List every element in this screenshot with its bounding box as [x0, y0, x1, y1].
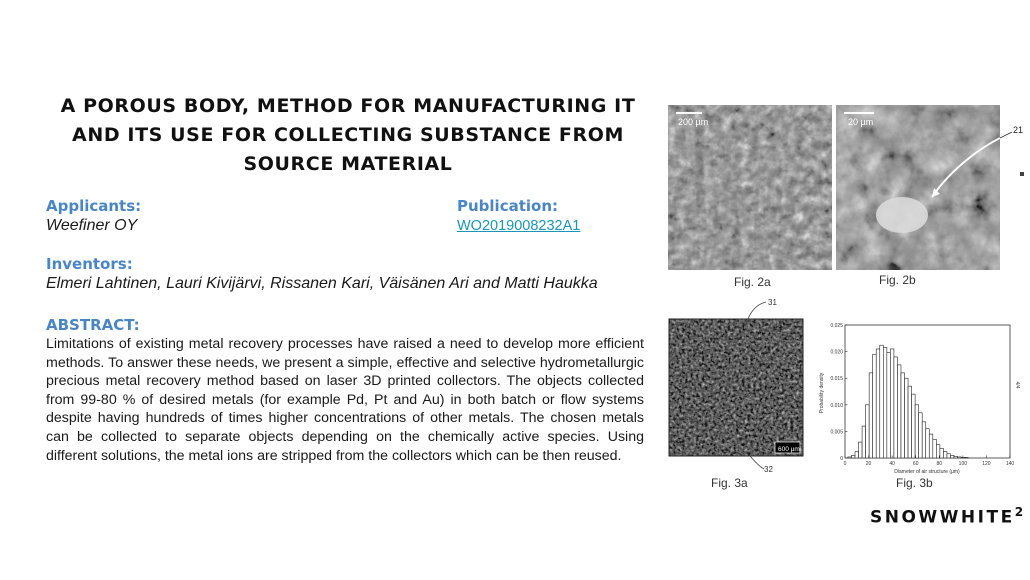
histogram-bar: [869, 373, 873, 458]
snowwhite-logo: [870, 505, 1023, 528]
histogram-bar: [897, 365, 901, 458]
abstract-label: ABSTRACT:: [46, 316, 140, 334]
fig-2a-scale-label: 200 µm: [678, 117, 709, 127]
histogram-bar: [876, 349, 880, 458]
x-tick-label: 40: [889, 461, 895, 467]
fig-3b-caption: Fig. 3b: [896, 476, 933, 490]
histogram-bar: [880, 345, 884, 458]
publication-link[interactable]: WO2019008232A1: [457, 218, 581, 234]
histogram-bar: [954, 456, 958, 458]
histogram-bar: [905, 378, 909, 458]
x-tick-label: 0: [843, 461, 847, 467]
histogram-bar: [940, 448, 944, 458]
histogram-bar: [855, 452, 859, 458]
x-tick-label: 140: [1005, 461, 1015, 467]
histogram-bar: [848, 457, 852, 458]
y-tick-label: 0.005: [830, 429, 843, 436]
histogram-bar: [915, 405, 919, 458]
histogram-bar: [862, 426, 866, 458]
histogram-bar: [919, 413, 923, 458]
fig-2b-scale-label: 20 µm: [848, 117, 874, 127]
x-tick-label: 100: [958, 461, 968, 467]
histogram-bar: [922, 422, 926, 458]
x-tick-label: 80: [936, 461, 943, 467]
fig-3a-scale-label: 600 µm: [778, 446, 800, 453]
histogram-bar: [859, 442, 863, 458]
histogram-bar: [901, 373, 905, 458]
histogram-bar: [950, 455, 954, 458]
fig-3a-ref-bottom: 32: [764, 465, 773, 474]
x-tick-label: 120: [982, 461, 991, 467]
y-tick-label: 0.010: [830, 402, 843, 409]
fig-2b-caption: Fig. 2b: [879, 273, 916, 287]
fig-3b-histogram: [815, 315, 1020, 477]
applicants-label: Applicants:: [46, 197, 142, 215]
x-tick-label: 60: [912, 461, 919, 467]
fig-2a-caption: Fig. 2a: [734, 275, 771, 289]
fig-3a-ref-top: 31: [768, 298, 777, 307]
inventors-value: Elmeri Lahtinen, Lauri Kivijärvi, Rissanen Kari, Väisänen Ari and Matti Haukka: [46, 275, 598, 292]
fig-3b-xlabel: Diameter of air structure (µm): [894, 469, 960, 475]
fig-3a-micrograph: [668, 295, 808, 475]
histogram-bar: [958, 457, 962, 458]
histogram-bar: [947, 454, 951, 458]
fig-2b-ref-label: 21: [1013, 125, 1024, 135]
histogram-bar: [929, 434, 933, 458]
logo-text: SNOWWHITE: [870, 507, 1015, 528]
histogram-bar: [943, 452, 947, 458]
histogram-bar: [965, 457, 969, 458]
fig-3b-ylabel: Probability density: [819, 372, 825, 414]
histogram-bar: [908, 386, 912, 458]
histogram-bar: [894, 357, 898, 458]
y-tick-label: 0.025: [830, 323, 843, 329]
fig-2b-micrograph: [836, 105, 1030, 270]
histogram-bar: [851, 455, 855, 458]
y-tick-label: 0: [840, 456, 843, 462]
fig-3b-side-label: 4/4: [1014, 381, 1020, 389]
edge-dot: [1020, 172, 1024, 176]
inventors-label: Inventors:: [46, 255, 133, 273]
fig-3a-caption: Fig. 3a: [711, 476, 748, 490]
publication-label: Publication:: [457, 197, 559, 215]
histogram-bar: [883, 347, 887, 458]
histogram-bar: [873, 354, 877, 458]
histogram-bar: [926, 429, 930, 458]
x-tick-label: 20: [865, 461, 872, 467]
fig-2a-micrograph: [668, 105, 832, 270]
histogram-bar: [912, 394, 916, 458]
abstract-text: Limitations of existing metal recovery processes have raised a need to develop more efficient methods. To answer these needs, we present a simple, effective and selective hydrometallurgic precious metal recovery method based on laser 3D printed collectors. The objects collected from 99-80 % of desired metals (for example Pd, Pt and Au) in both batch or flow systems despite having hundreds of times higher concentrations of other metals. The chosen metals can be collected to separate objects depending on the chemically active species. Using different solutions, the metal ions are stripped from the collectors which can be then reused.: [46, 336, 644, 464]
y-tick-label: 0.020: [830, 349, 843, 356]
histogram-bar: [866, 405, 870, 458]
histogram-bar: [890, 349, 894, 458]
document-title: A POROUS BODY, METHOD FOR MANUFACTURING IT AND ITS USE FOR COLLECTING SUBSTANCE FROM SOURCE MATERIAL: [60, 95, 636, 175]
logo-superscript: 2: [1014, 505, 1024, 519]
y-tick-label: 0.015: [830, 376, 843, 383]
histogram-bar: [887, 353, 891, 458]
histogram-bar: [933, 439, 937, 458]
applicants-value: Weefiner OY: [46, 217, 138, 234]
